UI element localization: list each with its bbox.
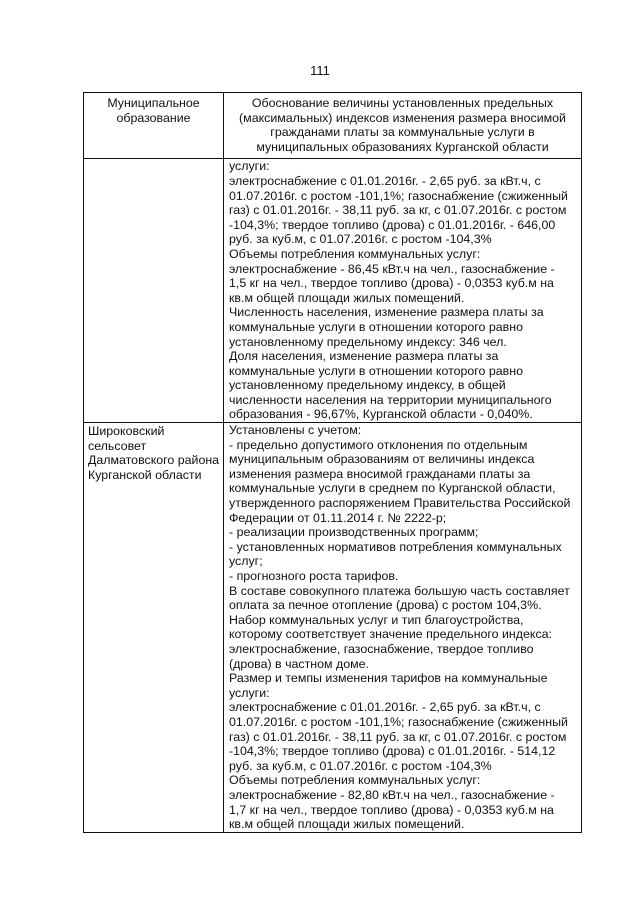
text-line: электроснабжение - 82,80 кВт.ч на чел., газоснабжение -: [229, 787, 555, 802]
justification-cell: [224, 159, 582, 423]
text-line: установленному предельному индексу: 346 чел.: [229, 334, 507, 349]
text-line: 01.07.2016г. с ростом -101,1%; газоснабжение (сжиженный: [229, 188, 568, 203]
text-line: -104,3%; твердое топливо (дрова) с 01.01.2016г. - 646,00: [229, 217, 556, 232]
header-justification: Обоснование величины установленных предельных (максимальных) индексов изменения размера вносимой гражданами платы за коммунальные услуги в муниципальных образованиях Курганской области: [224, 93, 582, 159]
text-line: -104,3%; твердое топливо (дрова) с 01.01.2016г. - 514,12: [229, 744, 556, 759]
text-line: услуги:: [229, 685, 270, 700]
tariff-table: [83, 92, 582, 833]
text-line: электроснабжение с 01.01.2016г. - 2,65 руб. за кВт.ч, с: [229, 700, 541, 715]
text-line: утвержденного распоряжением Правительства Российской: [229, 496, 571, 511]
text-line: В составе совокупного платежа большую часть составляет: [229, 583, 570, 598]
text-line: Численность населения, изменение размера платы за: [229, 305, 544, 320]
text-line: услуги:: [229, 159, 270, 174]
text-line: (дрова) в частном доме.: [229, 656, 369, 671]
table-row: [84, 159, 582, 423]
text-line: Размер и темпы изменения тарифов на коммунальные: [229, 671, 548, 686]
text-line: установленному предельному индексу, в общей: [229, 378, 506, 393]
text-line: численности населения на территории муниципального: [229, 392, 552, 407]
table-row: [84, 423, 582, 833]
text-line: услуг;: [229, 554, 263, 569]
text-line: образования - 96,67%, Курганской области - 0,040%.: [229, 407, 533, 422]
municipality-line: Далматовского района: [88, 453, 220, 468]
text-line: - установленных нормативов потребления коммунальных: [229, 539, 562, 554]
text-line: изменения размера вносимой гражданами платы за: [229, 466, 531, 481]
text-line: коммунальные услуги в отношении которого равно: [229, 319, 523, 334]
text-line: руб. за куб.м, с 01.07.2016г. с ростом -104,3%: [229, 758, 492, 773]
text-line: коммунальные услуги в отношении которого равно: [229, 363, 523, 378]
text-line: муниципальным образованиям от величины индекса: [229, 452, 535, 467]
text-line: - реализации производственных программ;: [229, 525, 479, 540]
text-line: Установлены с учетом:: [229, 423, 362, 438]
text-line: руб. за куб.м, с 01.07.2016г. с ростом -104,3%: [229, 232, 492, 247]
text-line: Набор коммунальных услуг и тип благоустройства,: [229, 612, 524, 627]
text-line: электроснабжение, газоснабжение, твердое топливо: [229, 641, 534, 656]
text-line: Доля населения, изменение размера платы за: [229, 349, 499, 364]
table-header-row: [84, 93, 582, 159]
text-line: 1,7 кг на чел., твердое топливо (дрова) - 0,0353 куб.м на: [229, 802, 554, 817]
text-line: Объемы потребления коммунальных услуг:: [229, 246, 481, 261]
text-line: газ) с 01.01.2016г. - 38,11 руб. за кг, с 01.07.2016г. с ростом: [229, 729, 567, 744]
text-line: - прогнозного роста тарифов.: [229, 569, 399, 583]
text-line: газ) с 01.01.2016г. - 38,11 руб. за кг, с 01.07.2016г. с ростом: [229, 203, 567, 218]
text-line: кв.м общей площади жилых помещений.: [229, 817, 465, 832]
justification-cell: [224, 423, 582, 833]
text-line: 1,5 кг на чел., твердое топливо (дрова) - 0,0353 куб.м на: [229, 276, 554, 291]
text-line: электроснабжение - 86,45 кВт.ч на чел., газоснабжение -: [229, 261, 555, 276]
text-line: оплата за печное отопление (дрова) с ростом 104,3%.: [229, 598, 542, 613]
text-line: кв.м общей площади жилых помещений.: [229, 290, 465, 305]
text-line: электроснабжение с 01.01.2016г. - 2,65 руб. за кВт.ч, с: [229, 173, 541, 188]
text-line: - предельно допустимого отклонения по отдельным: [229, 437, 528, 452]
municipality-line: Курганской области: [88, 467, 202, 482]
text-line: Объемы потребления коммунальных услуг:: [229, 773, 481, 788]
page-number: 111: [310, 63, 330, 78]
header-municipality: Муниципальное образование: [84, 93, 224, 159]
municipality-line: сельсовет: [88, 438, 147, 453]
text-line: Федерации от 01.11.2014 г. № 2222-р;: [229, 510, 447, 525]
text-line: коммунальные услуги в среднем по Курганской области,: [229, 481, 556, 496]
municipality-line: Широковский: [88, 424, 165, 439]
text-line: которому соответствует значение предельного индекса:: [229, 627, 552, 642]
municipality-cell: [84, 423, 224, 833]
text-line: 01.07.2016г. с ростом -101,1%; газоснабжение (сжиженный: [229, 714, 568, 729]
municipality-cell: [84, 159, 224, 423]
